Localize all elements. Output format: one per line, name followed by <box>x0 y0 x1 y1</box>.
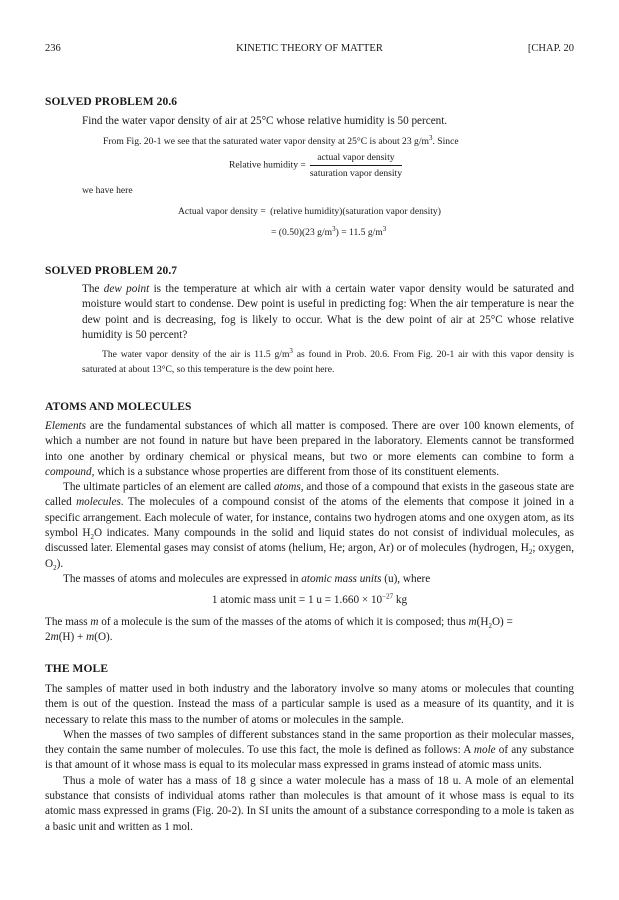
equation-line-1: Actual vapor density = (relative humidity)(saturation vapor density) <box>178 206 441 217</box>
mole-body <box>45 682 574 835</box>
atoms-paragraph-3: The masses of atoms and molecules are expressed in atomic mass units (u), where <box>63 572 431 585</box>
mole-heading: THE MOLE <box>45 663 109 675</box>
mole-paragraph-2: When the masses of two samples of different substances stand in the same proportion as their molecular masses, they contain the same number of molecules. To use this fact, the mole is defined as follows: A mole of any substance is that amount of it whose mass is equal to its molecular mass expressed in grams instead of atomic mass units. <box>45 728 575 772</box>
problem-20-7-answer: The water vapor density of the air is 11.5 $g/m^3$ as found in Prob. 20.6. From Fig. 20-1 air with this vapor density is saturated at about 13°C, so this temperature is the dew point here. <box>82 346 575 375</box>
we-have-here: we have here <box>82 185 133 196</box>
atoms-paragraph-2: The ultimate particles of an element are called atoms, and those of a compound that exists in the gaseous state are called molecules. The molecules of a compound consist of the atoms of the elements that compose it joined in a specific arrangement. Each molecule of water, for instance, contains two hydrogen atoms and one oxygen atom, as its symbol $H_2O$ indicates. Many compounds in the solid and liquid states do not consist of individual molecules, as discussed later. Elemental gases may consist of atoms (helium, He; argon, Ar) or of molecules (hydrogen, $H_2$; oxygen, $O_2$). <box>45 481 574 572</box>
formula-lhs: Relative humidity = <box>229 159 306 171</box>
atomic-mass-unit-equation: 1 atomic mass unit = 1 $u = 1.660 \times 10^{-27}$ kg <box>211 592 408 607</box>
atoms-molecules-body <box>45 419 574 645</box>
problem-20-6-heading: SOLVED PROBLEM 20.6 <box>45 96 178 108</box>
mole-paragraph-3: Thus a mole of water has a mass of 18 g since a water molecule has a mass of 18 u. A mole of an elemental substance that consists of individual atoms rather than molecules is that amount of it whose mass is equal to its atomic mass expressed in grams (Fig. 20-2). In SI units the amount of a substance corresponding to a mole is taken as a basic unit and written as 1 mol. <box>45 774 574 833</box>
running-title: KINETIC THEORY OF MATTER <box>236 43 383 54</box>
equation-line-2: = (0.50)(23 $g/m^3) = 11.5$ $g/m^3$ <box>271 224 387 238</box>
atoms-paragraph-4: The mass m of a molecule is the sum of the masses of the atoms of which it is composed; thus $m(H_2O)$ = 2m(H) + m(O). <box>45 615 513 643</box>
mole-paragraph-1: The samples of matter used in both industry and the laboratory involve so many atoms or molecules that counting them is out of the question. Instead the mass of a particular sample is used as a measure of its quantity, and it is necessary to relate this mass to the number of atoms or molecules in the sample. <box>45 683 574 726</box>
problem-20-6-solution-intro: From Fig. 20-1 we see that the saturated water vapor density at 25°C is about 23 $g/m^3$. Since <box>103 133 459 147</box>
atoms-molecules-heading: ATOMS AND MOLECULES <box>45 401 192 413</box>
problem-20-7-heading: SOLVED PROBLEM 20.7 <box>45 265 178 277</box>
formula-numerator: actual vapor density <box>310 152 402 166</box>
formula-fraction <box>310 152 402 179</box>
page-number: 236 <box>45 43 61 54</box>
atoms-paragraph-1: Elements are the fundamental substances of which all matter is composed. There are over 100 known elements, of which a number are not found in nature but have been prepared in the laboratory. Elements cannot be transformed into one another by ordinary chemical or physical means, but two or more elements can combine to form a compound, which is a substance whose properties are different from those of its constituent elements. <box>45 420 574 478</box>
chapter-label: [CHAP. 20 <box>527 43 574 54</box>
formula-denominator: saturation vapor density <box>309 168 403 179</box>
relative-humidity-formula <box>229 152 402 179</box>
problem-20-6-question: Find the water vapor density of air at 25°C whose relative humidity is 50 percent. <box>82 115 448 127</box>
problem-20-7-question: The dew point is the temperature at which air with a certain water vapor density would be saturated and moisture would start to condense. Dew point is useful in predicting fog: When the air temperature is near the dew point and is decreasing, fog is likely to occur. What is the dew point of air at 25°C whose relative humidity is 50 percent? <box>82 283 574 341</box>
